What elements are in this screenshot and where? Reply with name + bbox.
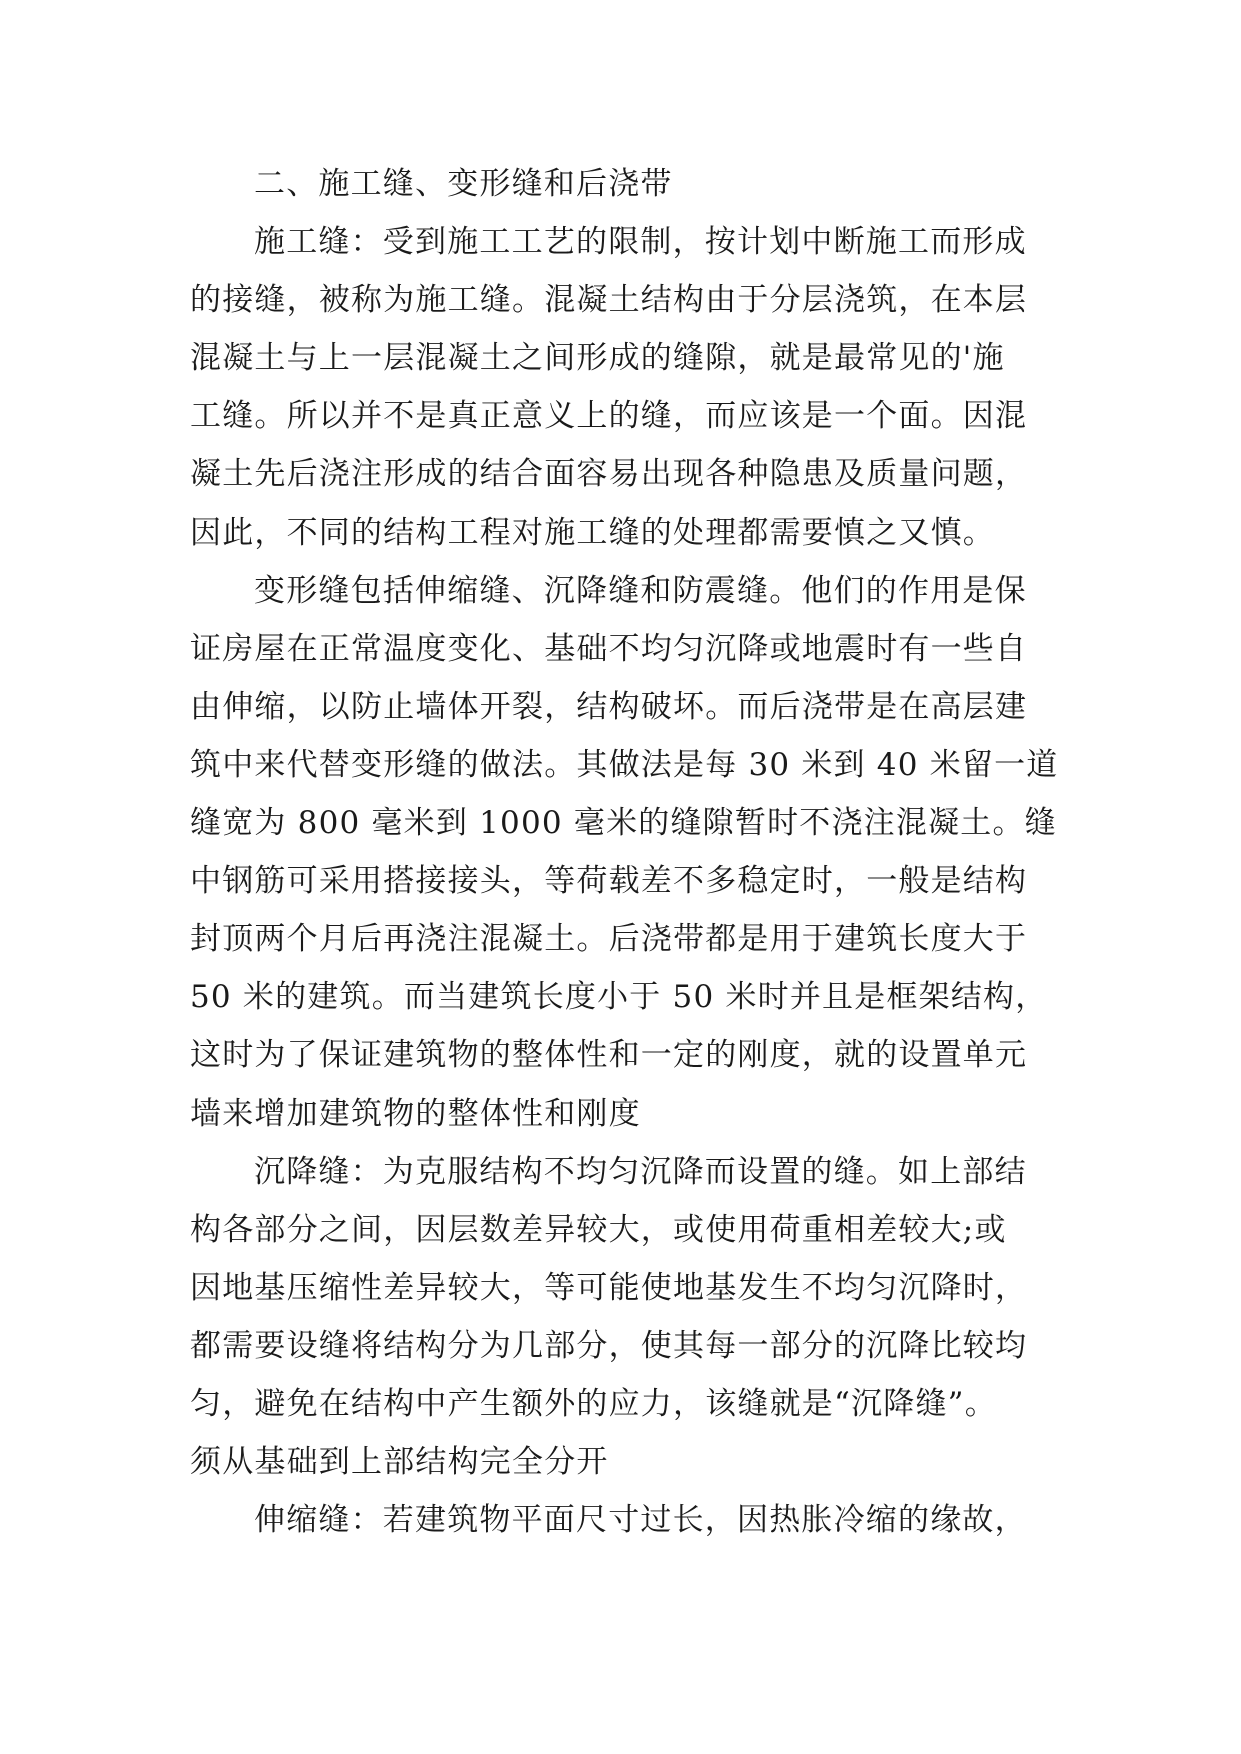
paragraph-line: 工缝。所以并不是真正意义上的缝，而应该是一个面。因混 [190,398,1028,435]
paragraph-expansion-joint [190,1491,1070,1549]
paragraph-line: 的接缝，被称为施工缝。混凝土结构由于分层浇筑，在本层 [190,282,1028,319]
paragraph-line: 沉降缝：为克服结构不均匀沉降而设置的缝。如上部结 [254,1153,1027,1190]
paragraph-line: 这时为了保证建筑物的整体性和一定的刚度，就的设置单元 [190,1037,1028,1074]
paragraph-line: 缝宽为 800 毫米到 1000 毫米的缝隙暂时不浇注混凝土。缝 [190,805,1057,842]
paragraph-deformation-joint [190,562,1070,1143]
paragraph-line: 凝土先后浇注形成的结合面容易出现各种隐患及质量问题， [190,456,1028,493]
paragraph-line: 中钢筋可采用搭接接头，等荷载差不多稳定时，一般是结构 [190,863,1028,900]
document-body [190,155,1070,1549]
paragraph-line: 构各部分之间，因层数差异较大，或使用荷重相差较大;或 [190,1211,1007,1248]
paragraph-line: 伸缩缝：若建筑物平面尺寸过长，因热胀冷缩的缘故， [254,1502,1027,1539]
paragraph-line: 50 米的建筑。而当建筑长度小于 50 米时并且是框架结构， [190,979,1048,1016]
paragraph-line: 都需要设缝将结构分为几部分，使其每一部分的沉降比较均 [190,1327,1028,1364]
paragraph-line: 筑中来代替变形缝的做法。其做法是每 30 米到 40 米留一道 [190,746,1059,783]
paragraph-line: 匀，避免在结构中产生额外的应力，该缝就是“沉降缝”。 [190,1385,997,1422]
paragraph-construction-joint [190,213,1070,562]
paragraph-settlement-joint [190,1143,1070,1492]
paragraph-line: 因地基压缩性差异较大，等可能使地基发生不均匀沉降时， [190,1269,1028,1306]
paragraph-line: 由伸缩，以防止墙体开裂，结构破坏。而后浇带是在高层建 [190,688,1028,725]
paragraph-line: 因此，不同的结构工程对施工缝的处理都需要慎之又慎。 [190,514,995,551]
paragraph-line: 变形缝包括伸缩缝、沉降缝和防震缝。他们的作用是保 [254,572,1027,609]
paragraph-line: 施工缝：受到施工工艺的限制，按计划中断施工而形成 [254,224,1027,261]
paragraph-line: 须从基础到上部结构完全分开 [190,1444,609,1481]
paragraph-line: 封顶两个月后再浇注混凝土。后浇带都是用于建筑长度大于 [190,921,1028,958]
paragraph-line: 混凝土与上一层混凝土之间形成的缝隙，就是最常见的'施 [190,340,1005,377]
paragraph-line: 证房屋在正常温度变化、基础不均匀沉降或地震时有一些自 [190,630,1028,667]
paragraph-line: 墙来增加建筑物的整体性和刚度 [190,1095,641,1132]
section-heading: 二、施工缝、变形缝和后浇带 [254,166,673,202]
